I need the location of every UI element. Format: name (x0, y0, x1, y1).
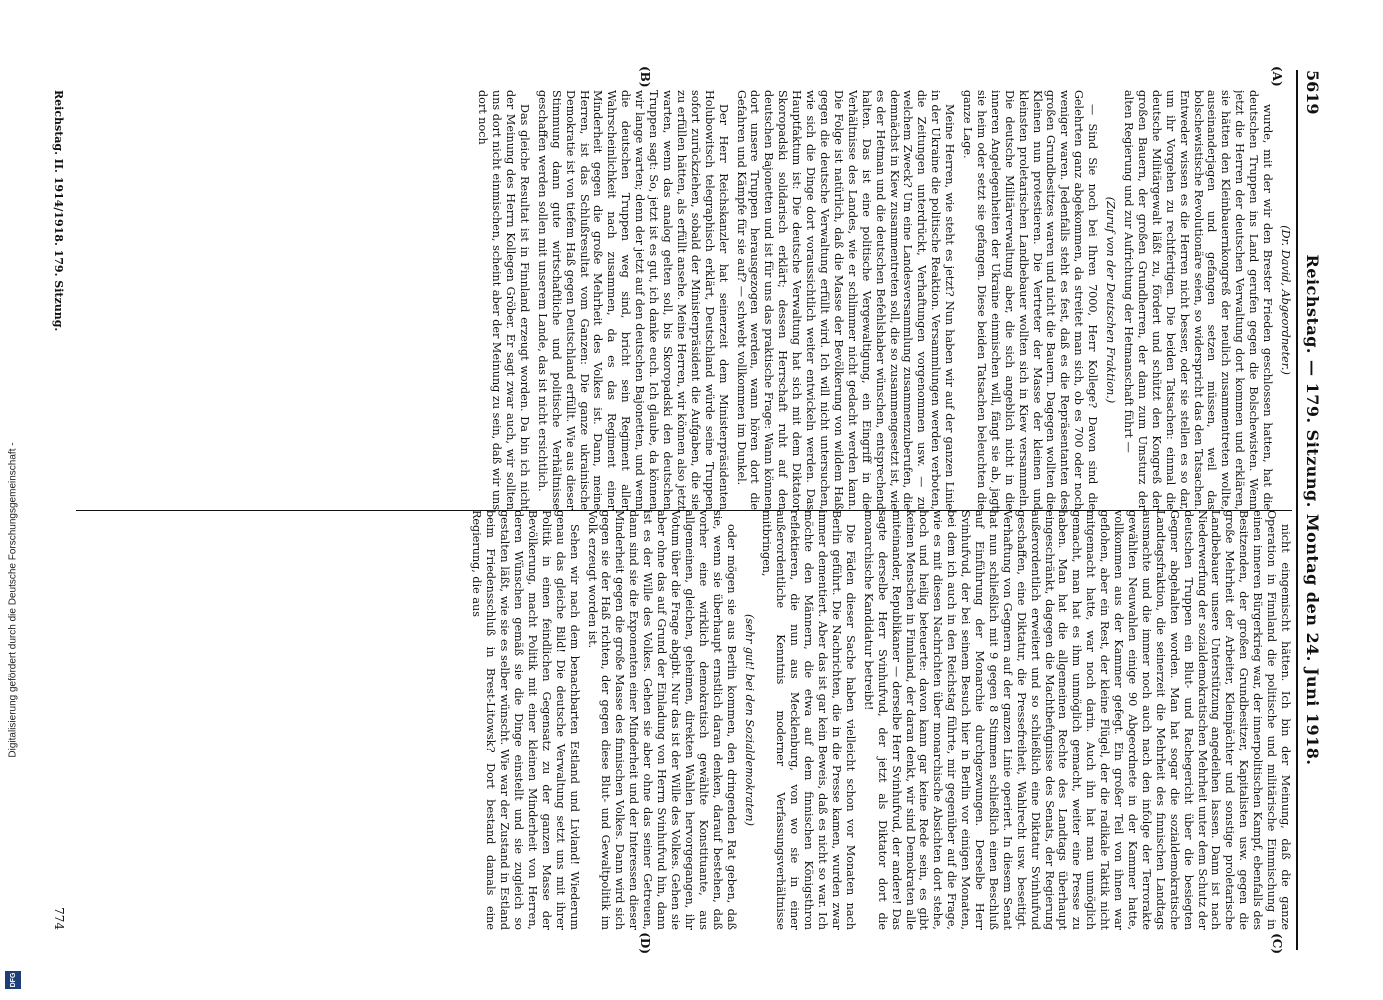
side-credit-strip (0, 0, 26, 1000)
paragraph: wurde, mit der wir den Brester Frieden geschlossen hatten, hat die deutschen Truppen ins Land gerufen gegen die Bolschewisten. Wenn jetzt die Herren der deutschen Verwaltung dort kommen und erklären, sie hätten den Kleinbauernkongreß der neulich zusammentreten wollte, auseinanderjagen und gefangen setzen müssen, weil das bolschewistische Revolutionäre seien, so widerspricht das den Tatsachen. Entweder wissen es die Herren nicht besser, oder sie stellen es so dar, um ihr Vorgehen zu rechtfertigen. Die beiden Tatsachen: einmal die deutsche Militärgewalt läßt zu, fördert und schützt den Kongreß der großen Bauern, der großen Grundherren, der dann zum Umsturz der alten Regierung und zur Aufrichtung der Hetmanschaft führt — (1122, 90, 1275, 510)
paragraph: Sehen wir nach dem benachbarten Estland und Livland! Wiederum genau das gleiche Bild! Die deutsche Verwaltung setzt uns mit ihrer Politik in einen feindlichen Gegensatz zu der ganzen Masse der Bevölkerung, macht Politik mit einer kleinen Minderheit von Herren, deren Wünschen gemäß sie die Dinge einstellt und sie zugleich so gestalten läßt, wie sie es selber wünscht. Wie war der Zustand in Estland beim Friedensschluß in Brest-Litowsk? Dort bestand damals eine Regierung, die aus (470, 510, 581, 930)
page-number: 5619 (1303, 70, 1322, 115)
digitization-credit: Digitalisierung gefördert durch die Deutsche Forschungsgemeinschaft - (7, 442, 19, 758)
scanned-page (40, 60, 1330, 960)
speaker-line: (Dr. David, Abgeordneter.) (1279, 225, 1292, 375)
running-head (1296, 70, 1324, 950)
paragraph: Meine Herren, wie steht es jetzt? Nun haben wir auf der ganzen Linie in der Ukraine die politische Reaktion. Versammlungen werden verboten, die Zeitungen unterdrückt, Verhaftungen vorgenommen usw. — zu welchem Zweck? Um eine Landesversammlung zusammenzuberufen, die demnächst in Kiew zusammentreten soll, die so zusammengesetzt ist, wie es der Hetman und die deutschen Befehlshaber wünschen, entsprechend halten. Das ist eine politische Vergewaltigung, ein Eingriff in die Verhältnisse des Landes, wie er schlimmer nicht gedacht werden kann. Die Folge ist natürlich, daß die Masse der Bevölkerung von wildem Haß gegen die deutsche Verwaltung erfüllt wird. Ich will nicht untersuchen, wie sich die Dinge dort voraussichtlich weiter entwickeln werden. Das Hauptfaktum ist: Die deutsche Verwaltung hat sich mit dem Diktator Skoropadski solidarisch erklärt; dessen Herrschaft ruht auf den deutschen Bajonetten und ist für uns das praktische Frage: Wann können dort unsere Truppen herausgezogen werden, wann hören dort die Gefahren und Kämpfe für sie auf? — schwebt vollkommen im Dunkel. (734, 90, 957, 510)
page-frame (40, 60, 1330, 960)
paragraph: nicht eingemischt hätten. Ich bin der Meinung, daß die ganze Operation in Finnland die politische und militärische Einmischung in einen inneren Bürgerkrieg war, der innerpolitischen Kampf, ebenfalls des Besitzenden, der großen Grundbesitzer, Kapitalisten usw. gegen die große Mehrheit der Arbeiter, Kleinpächter und sonstige proletarische Landbebauer unsere Unterstützung angedeihen lassen. Dann ist nach Niederwerfung der sozialdemokratischen Mehrheit unter dem Schutz der deutschen Truppen ein Blut- und Rachegericht über die besiegten Gegner abgehalten worden. Man hat sogar die sozialdemokratische Landtagsfraktion, die seinerzeit die Mehrheit des finnischen Landtags ausmachte und die immer noch auch nach den infolge der Terrorakte gewählten Neuwahlen einige 90 Abgeordnete in der Kammer hatte, vollkommen aus der Kammer gefegt. Ein großer Teil von ihnen war geflohen, aber ein Rest, der kleine Flügel, der die radikale Taktik nicht mitgemacht hatte, war noch darin. Auch ihn hat man unmöglich gemacht, man hat es ihm unmöglich gemacht, weiter eine Presse zu haben. Man hat die allgemeinen Rechte des Landtags überhaupt eingeschränkt, dagegen die Machtbefugnisse des Senats, der Regierung außerordentlich erweitert und so schließlich eine Diktatur Svinhufvud geschaffen, eine Diktatur, die Pressefreiheit, Wahlrecht usw. beseitigt. Verhaftung von Gegnern auf der ganzen Linie operiert. In diesem Senat hat nun schließlich mit 9 gegen 8 Stimmen schließlich einen Beschluß auf Einführung der Monarchie durchgezwungen. Derselbe Herr Svinhufvud, der bei seinem Besuch hier in Berlin vor einigen Monaten, bei dem ich auch in den Reichstag führte, mir gegenüber auf die Frage, wie es mit diesen Nachrichten über monarchische Absichten dort stehe, hoch und heilig beteuerte: davon kann gar keine Rede sein, es gibt keinen Menschen in Finnland, der daran denkt, wir sind Demokraten alle miteinander, Republikaner — derselbe Herr Svinhufvud, der andere! Das sagte derselbe Herr Svinhufvud, der jetzt als Diktator dort die monarchische Kandidatur betreibt! (861, 510, 1292, 930)
header-title: Reichstag. — 179. Sitzung. Montag den 24. Juni 1918. (1303, 254, 1322, 766)
footer-number: 774 (52, 907, 66, 930)
interjection: (Zuruf von der Deutschen Fraktion.) (1104, 196, 1118, 404)
paragraph: Die Fäden dieser Sache haben vielleicht schon vor Monaten nach Berlin geführt. Die Nachrichten, die in die Presse kamen, wurden zwar immer dementiert. Aber das ist gar kein Beweis, daß es nicht so war. Ich möchte den Männern, die etwa auf dem finnischen Königsthron reflektieren, die nun aus Mecklenburg, von wo sie in einer außerordentliche Kenntnis moderner Verfassungsverhältnisse mitbringen, (760, 510, 857, 930)
footer-note: Reichstag. II. 1914/1918. 179. Sitzung. (52, 90, 65, 332)
paragraph: Der Herr Reichskanzler hat seinerzeit dem Ministerpräsidenten Holubowitsch telegraphisch erklärt, Deutschland würde seine Truppen sofort zurückziehen, sobald der Ministerpräsident die Aufgaben, die sie zu erfüllen hätten, als erfüllt ansehe. Meine Herren, wir können also jetzt warten, wenn das analog gelten soll, bis Skoropadski den deutschen Truppen sagt: So, jetzt ist es gut, ich danke euch. Ich glaube, da können wir lange warten; denn der jetzt auf den deutschen Bajonetten, und wenn die deutschen Truppen weg sind, bricht sein Regiment aller Wahrscheinlichkeit nach zusammen, da es das Regiment einer Minderheit gegen die große Mehrheit des Volkes ist. Dann, meine Herren, ist das Schlußresultat vom Ganzen: Die ganze ukrainische Demokratie ist von tiefem Haß gegen Deutschland erfüllt. Wie aus dieser Stimmung dann gute wirtschaftliche und politische Verhältnisse geschaffen werden sollen mit unserem Lande, das ist nicht ersichtlich. (535, 90, 730, 510)
margin-letter-b: (B) (638, 66, 652, 88)
paragraph: oder mögen sie aus Berlin kommen, den dringenden Rat geben, daß sie, wenn sie überhaupt ernstlich daran denken, darauf bestehen, daß vorher eine wirklich demokratisch gewählte Konstituante, aus allgemeinen, gleichen, geheimen, direkten Wahlen hervorgegangen, ihr Votum über die Frage abgibt. Nur das ist der Wille des Volkes. Gehen sie aber ohne das auf Grund der Einladung von Herrn Svinhufvud hin, dann ist es der Wille des Volkes. Gehen sie aber ohne das seiner Getreuen, dann sind sie die Exponenten einer Minderheit und der Interessen dieser Minderheit gegen die große Masse des finnischen Volkes. Dann wird sich gegen sie der Haß richten, der gegen diese Blut- und Gewaltpolitik im Volk erzeugt worden ist. (585, 510, 738, 930)
text-columns (76, 66, 1292, 954)
interjection: (sehr gut! bei den Sozialdemokraten) (742, 614, 756, 826)
dfg-logo: DFG (5, 971, 21, 989)
margin-letter-a: (A) (1270, 66, 1284, 87)
margin-letter-c: (C) (1270, 933, 1284, 954)
paragraph: Das gleiche Resultat ist in Finnland erzeugt worden. Da bin ich nicht der Meinung des Herrn Kollegen Gröber. Er sagt zwar auch, wir sollten uns dort nicht einmischen, scheint aber der Meinung zu sein, daß wir uns dort noch (476, 90, 531, 510)
margin-letter-d: (D) (638, 932, 652, 954)
left-column (76, 90, 1292, 510)
right-column (76, 510, 1292, 930)
paragraph: — Sind Sie noch bei Ihren 7000, Herr Kollege? Davon sind die Gelehrten ganz abgekommen, da streitet man sich, ob es 700 oder noch weniger waren. Jedenfalls steht es fest, daß es die Repräsentanten des großen Grundbesitzes waren und nicht die Bauern. Dagegen wollten die Kleinen nun protestieren. Die Vertreter der Masse der kleinen und kleinsten proletarischen Landbebauer wollten sich in Kiew versammeln. Die deutsche Militärverwaltung aber, die sich angeblich nicht in die inneren Angelegenheiten der Ukraine einmischen will, fängt sie ab, jagt sie heim oder setzt sie gefangen. Diese beiden Tatsachen beleuchten die ganze Lage. (961, 90, 1100, 510)
